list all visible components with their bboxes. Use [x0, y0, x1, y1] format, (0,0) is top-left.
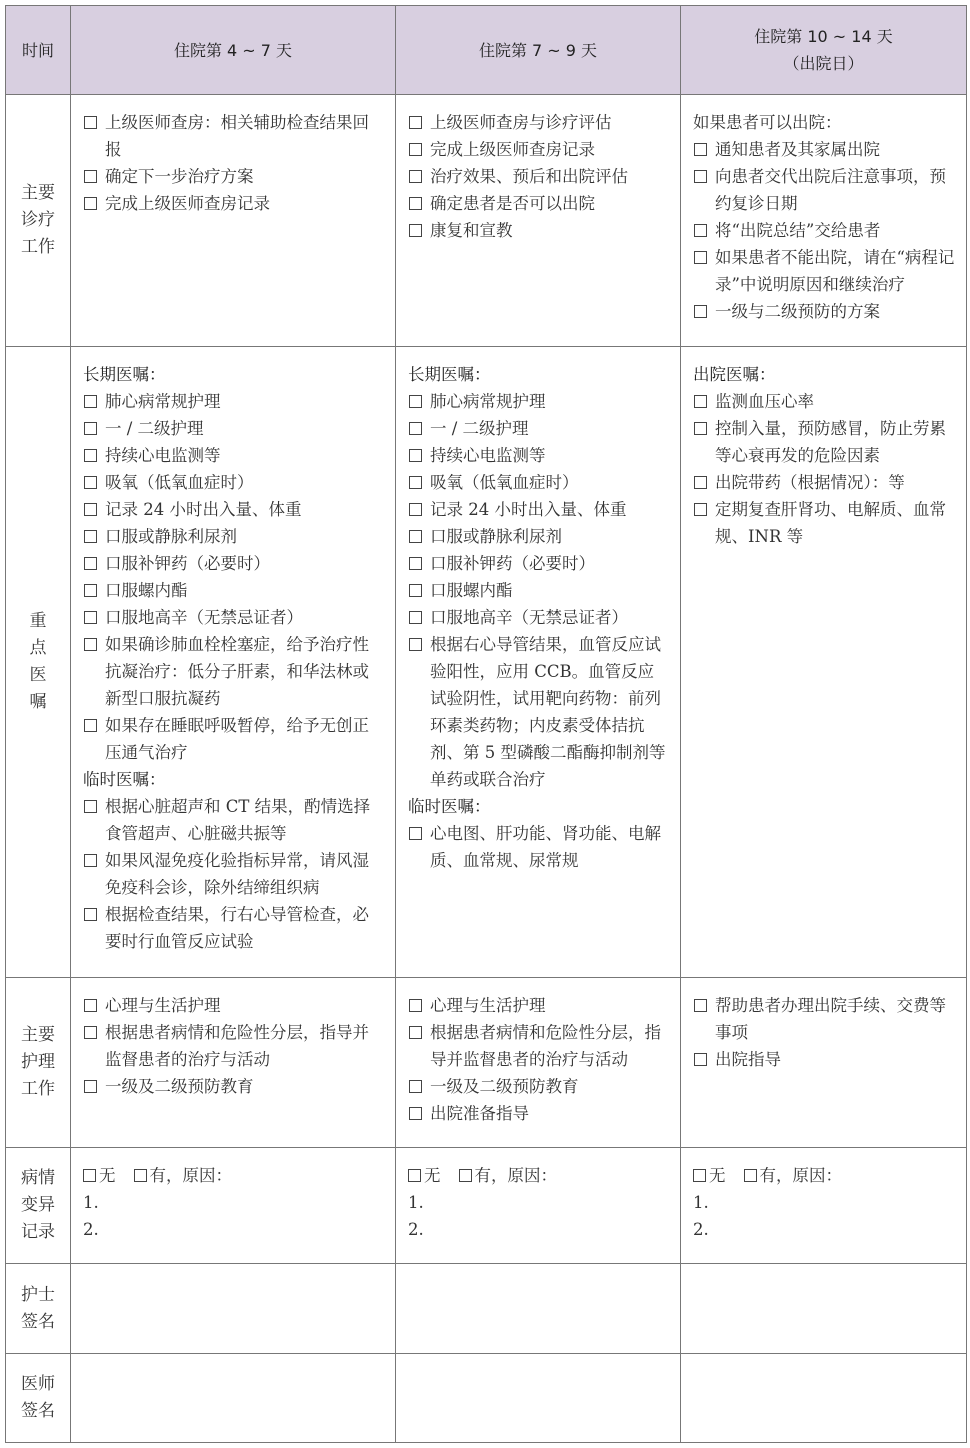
- checklist-item[interactable]: 记录 24 小时出入量、体重: [408, 496, 670, 523]
- variation-yes-label: 有，原因：: [759, 1166, 842, 1185]
- checklist-item[interactable]: 口服地高辛（无禁忌证者）: [83, 604, 385, 631]
- nursing-col1: [71, 978, 396, 1148]
- checklist-item[interactable]: 口服或静脉利尿剂: [83, 523, 385, 550]
- checklist-item[interactable]: 持续心电监测等: [83, 442, 385, 469]
- checklist-item[interactable]: 完成上级医师查房记录: [408, 136, 670, 163]
- checklist-item[interactable]: 一 / 二级护理: [408, 415, 670, 442]
- checklist-item[interactable]: 控制入量，预防感冒，防止劳累等心衰再发的危险因素: [693, 415, 956, 469]
- header-day-10-14: [681, 6, 967, 95]
- orders-col2: [396, 347, 681, 978]
- nurse-sign-row: [6, 1264, 967, 1354]
- nursing-row: [6, 978, 967, 1148]
- variation-reason-line-1[interactable]: 1.: [693, 1193, 709, 1212]
- clinical-pathway-table: [5, 5, 967, 1443]
- nurse-sign-label: 护士 签名: [6, 1264, 71, 1354]
- checklist-item[interactable]: 确定下一步治疗方案: [83, 163, 385, 190]
- checklist-item[interactable]: 如果确诊肺血栓栓塞症，给予治疗性抗凝治疗：低分子肝素，和华法林或新型口服抗凝药: [83, 631, 385, 712]
- checklist-item[interactable]: 根据检查结果，行右心导管检查，必要时行血管反应试验: [83, 901, 385, 955]
- checklist-item[interactable]: 上级医师查房：相关辅助检查结果回报: [83, 109, 385, 163]
- temporary-orders-heading: 临时医嘱：: [83, 770, 166, 789]
- checklist-item[interactable]: 出院指导: [693, 1046, 956, 1073]
- checklist-item[interactable]: 治疗效果、预后和出院评估: [408, 163, 670, 190]
- diagnosis-col1: [71, 95, 396, 347]
- variation-options: [693, 1162, 956, 1189]
- checklist-item[interactable]: 确定患者是否可以出院: [408, 190, 670, 217]
- variation-reason-line-2[interactable]: 2.: [693, 1220, 709, 1239]
- long-term-orders-heading: 长期医嘱：: [408, 365, 491, 384]
- checklist-item[interactable]: 一级与二级预防的方案: [693, 298, 956, 325]
- checklist-item[interactable]: 上级医师查房与诊疗评估: [408, 109, 670, 136]
- doctor-sign-row: [6, 1354, 967, 1443]
- orders-row: [6, 347, 967, 978]
- variation-none-checkbox[interactable]: [83, 1169, 96, 1182]
- nursing-col3: [681, 978, 967, 1148]
- checklist-item[interactable]: 帮助患者办理出院手续、交费等事项: [693, 992, 956, 1046]
- checklist-item[interactable]: 吸氧（低氧血症时）: [83, 469, 385, 496]
- variation-options: [408, 1162, 670, 1189]
- diagnosis-col2: [396, 95, 681, 347]
- header-day-7-9: 住院第 7 ~ 9 天: [396, 6, 681, 95]
- variation-yes-checkbox[interactable]: [134, 1169, 147, 1182]
- header-row: [6, 6, 967, 95]
- checklist-item[interactable]: 吸氧（低氧血症时）: [408, 469, 670, 496]
- variation-col3: [681, 1148, 967, 1264]
- variation-options: [83, 1162, 385, 1189]
- orders-col3: [681, 347, 967, 978]
- variation-none-label: 无: [709, 1166, 726, 1185]
- checklist-item[interactable]: 监测血压心率: [693, 388, 956, 415]
- doctor-sign-col1[interactable]: [71, 1354, 396, 1443]
- checklist-item[interactable]: 一 / 二级护理: [83, 415, 385, 442]
- variation-col1: [71, 1148, 396, 1264]
- checklist-item[interactable]: 一级及二级预防教育: [408, 1073, 670, 1100]
- checklist-item[interactable]: 口服地高辛（无禁忌证者）: [408, 604, 670, 631]
- diagnosis-row: [6, 95, 967, 347]
- checklist-item[interactable]: 通知患者及其家属出院: [693, 136, 956, 163]
- variation-reason-line-2[interactable]: 2.: [83, 1220, 99, 1239]
- checklist-item[interactable]: 肺心病常规护理: [408, 388, 670, 415]
- checklist-item[interactable]: 定期复查肝肾功、电解质、血常规、INR 等: [693, 496, 956, 550]
- checklist-item[interactable]: 根据患者病情和危险性分层，指导并监督患者的治疗与活动: [83, 1019, 385, 1073]
- checklist-item[interactable]: 口服螺内酯: [408, 577, 670, 604]
- variation-yes-label: 有，原因：: [149, 1166, 232, 1185]
- checklist-item[interactable]: 出院准备指导: [408, 1100, 670, 1127]
- doctor-sign-col3[interactable]: [681, 1354, 967, 1443]
- variation-row-label: 病情 变异 记录: [6, 1148, 71, 1264]
- discharge-orders-heading: 出院医嘱：: [693, 365, 776, 384]
- variation-none-checkbox[interactable]: [693, 1169, 706, 1182]
- checklist-item[interactable]: 口服螺内酯: [83, 577, 385, 604]
- nurse-sign-col3[interactable]: [681, 1264, 967, 1354]
- nurse-sign-col2[interactable]: [396, 1264, 681, 1354]
- variation-yes-label: 有，原因：: [474, 1166, 557, 1185]
- checklist-item[interactable]: 肺心病常规护理: [83, 388, 385, 415]
- checklist-item[interactable]: 向患者交代出院后注意事项，预约复诊日期: [693, 163, 956, 217]
- checklist-item[interactable]: 如果存在睡眠呼吸暂停，给予无创正压通气治疗: [83, 712, 385, 766]
- checklist-item[interactable]: 心电图、肝功能、肾功能、电解质、血常规、尿常规: [408, 820, 670, 874]
- checklist-item[interactable]: 如果风湿免疫化验指标异常，请风湿免疫科会诊，除外结缔组织病: [83, 847, 385, 901]
- discharge-intro: 如果患者可以出院：: [693, 113, 842, 132]
- checklist-item[interactable]: 口服补钾药（必要时）: [83, 550, 385, 577]
- variation-reason-line-1[interactable]: 1.: [408, 1193, 424, 1212]
- variation-yes-checkbox[interactable]: [744, 1169, 757, 1182]
- orders-col1: [71, 347, 396, 978]
- header-day-10-14-line1: 住院第 10 ~ 14 天: [754, 27, 893, 46]
- variation-none-label: 无: [424, 1166, 441, 1185]
- long-term-orders-heading: 长期医嘱：: [83, 365, 166, 384]
- checklist-item[interactable]: 口服或静脉利尿剂: [408, 523, 670, 550]
- nursing-row-label: 主要 护理 工作: [6, 978, 71, 1148]
- checklist-item[interactable]: 根据患者病情和危险性分层，指导并监督患者的治疗与活动: [408, 1019, 670, 1073]
- variation-none-checkbox[interactable]: [408, 1169, 421, 1182]
- header-day-4-7: 住院第 4 ~ 7 天: [71, 6, 396, 95]
- variation-row: [6, 1148, 967, 1264]
- orders-row-label: 重 点 医 嘱: [6, 347, 71, 978]
- nurse-sign-col1[interactable]: [71, 1264, 396, 1354]
- header-day-10-14-line2: （出院日）: [783, 54, 864, 73]
- checklist-item[interactable]: 口服补钾药（必要时）: [408, 550, 670, 577]
- checklist-item[interactable]: 根据右心导管结果，血管反应试验阳性，应用 CCB。血管反应试验阴性，试用靶向药物：前列环素类药物；内皮素受体拮抗剂、第 5 型磷酸二酯酶抑制剂等单药或联合治疗: [408, 631, 670, 793]
- diagnosis-col3: [681, 95, 967, 347]
- checklist-item[interactable]: 心理与生活护理: [83, 992, 385, 1019]
- variation-none-label: 无: [99, 1166, 116, 1185]
- checklist-item[interactable]: 一级及二级预防教育: [83, 1073, 385, 1100]
- checklist-item[interactable]: 出院带药（根据情况）：等: [693, 469, 956, 496]
- temporary-orders-heading: 临时医嘱：: [408, 797, 491, 816]
- header-time: 时间: [6, 6, 71, 95]
- variation-reason-line-1[interactable]: 1.: [83, 1193, 99, 1212]
- variation-reason-line-2[interactable]: 2.: [408, 1220, 424, 1239]
- variation-yes-checkbox[interactable]: [459, 1169, 472, 1182]
- checklist-item[interactable]: 心理与生活护理: [408, 992, 670, 1019]
- checklist-item[interactable]: 完成上级医师查房记录: [83, 190, 385, 217]
- checklist-item[interactable]: 记录 24 小时出入量、体重: [83, 496, 385, 523]
- nursing-col2: [396, 978, 681, 1148]
- diagnosis-row-label: 主要 诊疗 工作: [6, 95, 71, 347]
- variation-col2: [396, 1148, 681, 1264]
- checklist-item[interactable]: 将“出院总结”交给患者: [693, 217, 956, 244]
- checklist-item[interactable]: 持续心电监测等: [408, 442, 670, 469]
- checklist-item[interactable]: 康复和宣教: [408, 217, 670, 244]
- doctor-sign-label: 医师 签名: [6, 1354, 71, 1443]
- doctor-sign-col2[interactable]: [396, 1354, 681, 1443]
- checklist-item[interactable]: 如果患者不能出院，请在“病程记录”中说明原因和继续治疗: [693, 244, 956, 298]
- checklist-item[interactable]: 根据心脏超声和 CT 结果，酌情选择食管超声、心脏磁共振等: [83, 793, 385, 847]
